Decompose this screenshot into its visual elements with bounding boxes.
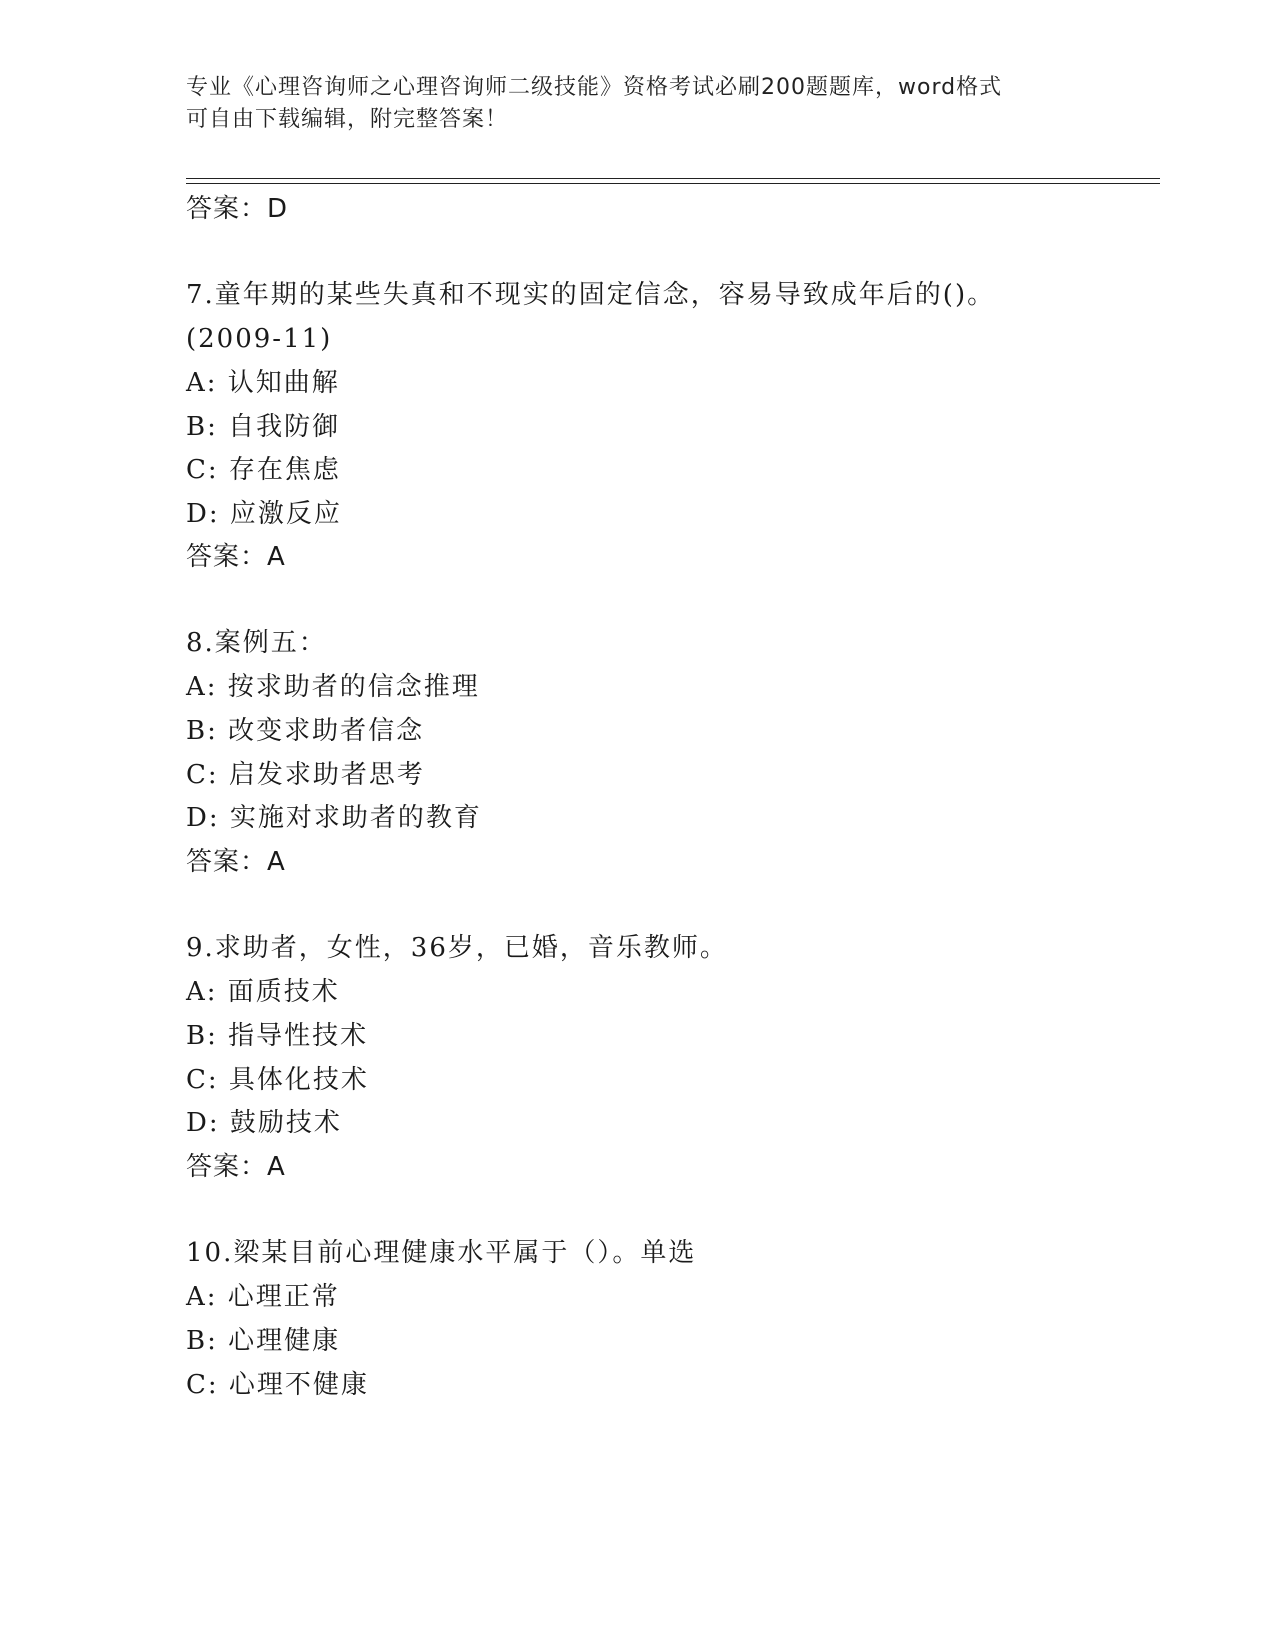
- q9-option-b: B: 指导性技术: [186, 1021, 369, 1051]
- q10-option-a: A: 心理正常: [186, 1282, 340, 1312]
- q10-option-b: B: 心理健康: [186, 1326, 341, 1356]
- q7-option-c: C: 存在焦虑: [186, 455, 341, 485]
- q8-option-a: A: 按求助者的信念推理: [186, 672, 480, 702]
- question-8: 8.案例五：: [186, 628, 327, 658]
- header-line-1: 专业《心理咨询师之心理咨询师二级技能》资格考试必刷200题题库，word格式: [186, 75, 1003, 100]
- q8-option-b: B: 改变求助者信念: [186, 716, 425, 746]
- q10-option-c: C: 心理不健康: [186, 1370, 369, 1400]
- answer-q9: 答案：A: [186, 1152, 286, 1182]
- q8-option-d: D: 实施对求助者的教育: [186, 803, 482, 833]
- header-divider-bottom: [186, 183, 1160, 184]
- answer-q8: 答案：A: [186, 847, 286, 877]
- question-7: 7.童年期的某些失真和不现实的固定信念，容易导致成年后的()。: [186, 280, 996, 310]
- answer-q6: 答案：D: [186, 194, 289, 224]
- q7-option-a: A: 认知曲解: [186, 368, 340, 398]
- header-divider-top: [186, 178, 1160, 179]
- question-9: 9.求助者，女性，36岁，已婚，音乐教师。: [186, 933, 728, 963]
- question-7-source: (2009-11): [186, 324, 333, 354]
- question-10: 10.梁某目前心理健康水平属于（）。单选: [186, 1238, 697, 1268]
- answer-q7: 答案：A: [186, 542, 286, 572]
- document-header: [186, 72, 1086, 136]
- q7-option-d: D: 应激反应: [186, 499, 342, 529]
- q7-option-b: B: 自我防御: [186, 412, 341, 442]
- header-line-2: 可自由下载编辑，附完整答案！: [186, 107, 509, 132]
- q9-option-c: C: 具体化技术: [186, 1065, 369, 1095]
- q8-option-c: C: 启发求助者思考: [186, 760, 425, 790]
- q9-option-d: D: 鼓励技术: [186, 1108, 342, 1138]
- q9-option-a: A: 面质技术: [186, 977, 340, 1007]
